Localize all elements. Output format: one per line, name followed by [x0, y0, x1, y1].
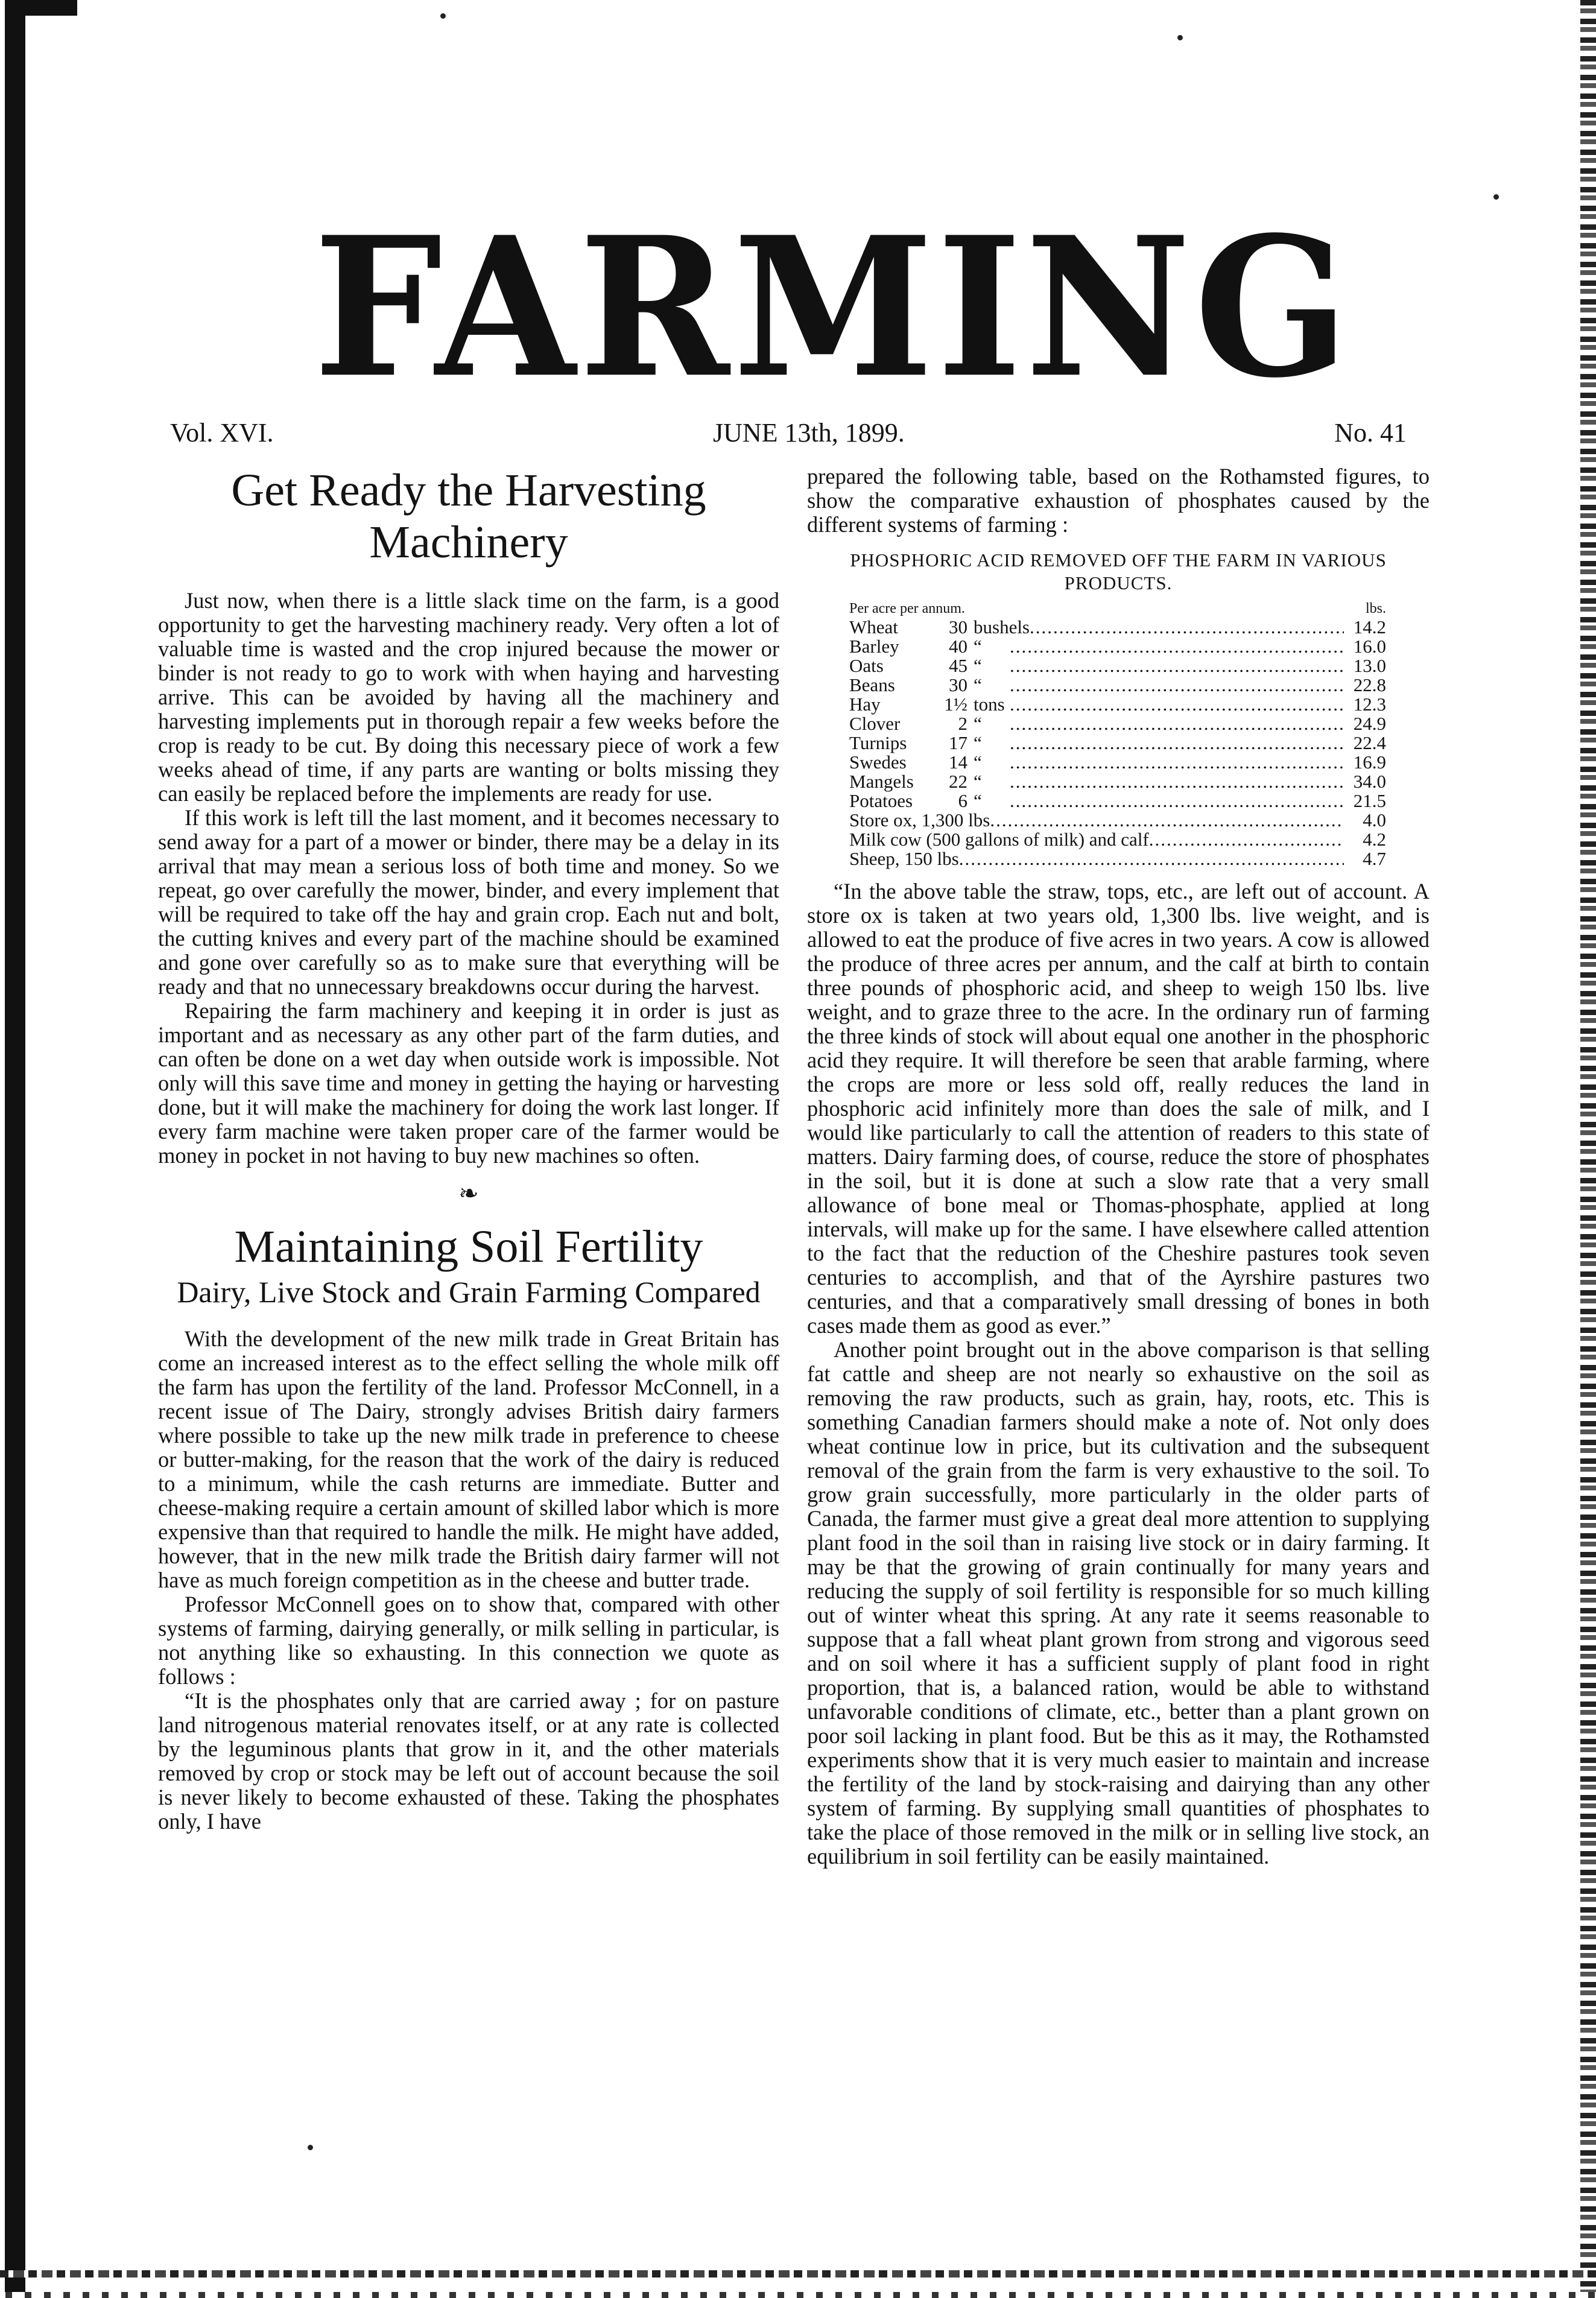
- scan-speck: [440, 13, 446, 19]
- leader-dots: [1030, 618, 1344, 637]
- scan-speck: [308, 2145, 313, 2150]
- phosphoric-acid-value: 4.0: [1363, 809, 1386, 831]
- scan-right-edge: [1580, 0, 1596, 2298]
- scan-bottom-edge: [0, 2270, 1596, 2277]
- crop-unit: “: [974, 713, 982, 734]
- volume-label: Vol. XVI.: [170, 418, 274, 448]
- crop-quantity: 30: [949, 616, 967, 638]
- leader-dots: [1010, 753, 1344, 772]
- issue-number: No. 41: [1334, 418, 1407, 448]
- leader-dots: [1010, 772, 1344, 791]
- crop-unit: tons: [974, 694, 1005, 715]
- crop-name: Swedes: [849, 752, 907, 773]
- table-row: [849, 656, 1386, 676]
- table-row: [849, 849, 1386, 869]
- masthead-title: FARMING: [314, 194, 1353, 420]
- livestock-label: Store ox, 1,300 lbs: [849, 809, 990, 831]
- table-row: [849, 791, 1386, 811]
- table-header: [849, 600, 1386, 618]
- phosphoric-acid-value: 16.0: [1353, 636, 1386, 657]
- crop-quantity: 1½: [944, 694, 967, 715]
- table-row: [849, 733, 1386, 753]
- crop-quantity: 22: [949, 771, 967, 792]
- scan-speck: [1493, 194, 1499, 200]
- crop-unit: “: [974, 655, 982, 676]
- phosphoric-acid-value: 13.0: [1353, 655, 1386, 676]
- article-paragraph: prepared the following table, based on the Rothamsted figures, to show the comparative exhaustion of phosphates caused by the different systems of farming :: [807, 464, 1430, 537]
- crop-quantity: 30: [949, 674, 967, 695]
- table-row: [849, 676, 1386, 695]
- crop-quantity: 45: [949, 655, 967, 676]
- crop-unit: “: [974, 771, 982, 792]
- scan-speck: [1177, 35, 1183, 40]
- crop-name: Turnips: [849, 732, 907, 753]
- issue-date: JUNE 13th, 1899.: [713, 418, 905, 448]
- crop-name: Hay: [849, 694, 881, 715]
- crop-quantity: 6: [958, 790, 967, 811]
- leader-dots: [1010, 637, 1344, 656]
- table-row: [849, 695, 1386, 714]
- crop-quantity: 2: [958, 713, 967, 734]
- crop-unit: bushels: [974, 616, 1030, 638]
- crop-unit: “: [974, 636, 982, 657]
- crop-unit: “: [974, 732, 982, 753]
- crop-name: Wheat: [849, 616, 898, 638]
- livestock-label: Milk cow (500 gallons of milk) and calf: [849, 829, 1149, 850]
- crop-quantity: 14: [949, 752, 967, 773]
- leader-dots: [1010, 733, 1344, 753]
- article-paragraph: With the development of the new milk trade in Great Britain has come an increased interest as to the effect selling the whole milk off the farm has upon the fertility of the land. Professor McConnell, in a recent issue of The Dairy, strongly advises British dairy farmers where possible to take up the new milk trade in preference to cheese or butter-making, for the reason that the work of the dairy is reduced to a minimum, while the cash returns are immediate. Butter and cheese-making require a certain amount of skilled labor which is more expensive than that required to handle the milk. He might have added, however, that in the new milk trade the British dairy farmer will not have as much foreign competition as in the cheese and butter trade.: [158, 1326, 779, 1592]
- phosphoric-acid-value: 14.2: [1353, 616, 1386, 638]
- table-row: [849, 772, 1386, 791]
- scan-bottom-edge-lower: [0, 2292, 1596, 2298]
- phosphoric-acid-value: 22.4: [1353, 732, 1386, 753]
- phosphoric-acid-value: 12.3: [1353, 694, 1386, 715]
- crop-unit: “: [974, 790, 982, 811]
- article-paragraph: If this work is left till the last moment, and it becomes necessary to send away for a part of a mower or binder, there may be a delay in its arrival that may mean a serious loss of both time and money. So we repeat, go over carefully the mower, binder, and every implement that will be required to take off the hay and grain crop. Each nut and bolt, the cutting knives and every part of the machine should be examined and gone over carefully so as to make sure that everything will be ready and that no unnecessary breakdowns occur during the harvest.: [158, 805, 779, 999]
- article-subtitle: Dairy, Live Stock and Grain Farming Compared: [177, 1275, 761, 1309]
- leader-dots: [1010, 656, 1344, 676]
- table-body: [849, 618, 1386, 869]
- leader-dots: [1010, 714, 1344, 733]
- table-row: [849, 637, 1386, 656]
- crop-name: Beans: [849, 674, 895, 695]
- dateline: [170, 415, 1407, 451]
- left-column: [158, 464, 779, 1834]
- leader-dots: [1010, 695, 1344, 714]
- article-paragraph: “It is the phosphates only that are carried away ; for on pasture land nitrogenous material renovates itself, or at any rate is collected by the leguminous plants that grow in it, and the other materials removed by crop or stock may be left out of account because the soil is never likely to become exhausted of these. Taking the phosphates only, I have: [158, 1688, 779, 1834]
- crop-quantity: 40: [949, 636, 967, 657]
- table-col-right: lbs.: [1365, 601, 1386, 616]
- crop-unit: “: [974, 674, 982, 695]
- crop-name: Barley: [849, 636, 899, 657]
- crop-name: Potatoes: [849, 790, 913, 811]
- leader-dots: [1149, 830, 1344, 849]
- crop-name: Clover: [849, 713, 901, 734]
- livestock-label: Sheep, 150 lbs: [849, 848, 959, 869]
- scan-binding-edge: [5, 0, 25, 2298]
- leader-dots: [1010, 676, 1344, 695]
- phosphoric-acid-value: 24.9: [1353, 713, 1386, 734]
- phosphoric-acid-value: 4.2: [1363, 829, 1386, 850]
- table-row: [849, 618, 1386, 637]
- phosphoric-acid-value: 22.8: [1353, 674, 1386, 695]
- table-row: [849, 811, 1386, 830]
- article-paragraph: Repairing the farm machinery and keeping it in order is just as important and as necessary as any other part of the farm duties, and can often be done on a wet day when outside work is impossible. Not only will this save time and money in getting the haying or harvesting done, but it will make the machinery for doing the work last longer. If every farm machine were taken proper care of the farmer would be money in pocket in not having to buy new machines so often.: [158, 998, 779, 1168]
- crop-name: Oats: [849, 655, 884, 676]
- phosphoric-acid-value: 34.0: [1353, 771, 1386, 792]
- ornament-divider: ❧: [458, 1180, 479, 1207]
- right-column: [807, 464, 1430, 1869]
- phosphoric-acid-value: 21.5: [1353, 790, 1386, 811]
- crop-unit: “: [974, 752, 982, 773]
- article-paragraph: Just now, when there is a little slack time on the farm, is a good opportunity to get the harvesting machinery ready. Very often a lot of valuable time is wasted and the crop injured because the mower or binder is not ready to go to work with when haying and harvesting arrive. This can be avoided by having all the machinery and harvesting implements put in thorough repair a few weeks before the crop is ready to be cut. By doing this necessary piece of work a few weeks ahead of time, if any parts are wanting or bolts missing they can easily be replaced before the implements are ready for use.: [158, 588, 779, 806]
- table-row: [849, 714, 1386, 733]
- phosphoric-acid-value: 4.7: [1363, 848, 1386, 869]
- article-paragraph: Another point brought out in the above comparison is that selling fat cattle and sheep are not nearly so exhaustive on the soil as removing the raw products, such as grain, hay, roots, etc. This is something Canadian farmers should make a note of. Not only does wheat continue low in price, but its cultivation and the subsequent removal of the grain from the farm is very exhaustive to the soil. To grow grain successfully, more particularly in the older parts of Canada, the farmer must give a great deal more attention to supplying plant food in the soil than in raising live stock or in dairy farming. It may be that the growing of grain continually for many years and reducing the supply of soil fertility is responsible for so much killing out of winter wheat this spring. At any rate it seems reasonable to suppose that a fall wheat plant grown from strong and vigorous seed and on soil where it has a sufficient supply of plant food in right proportion, that is, a balanced ration, would be able to withstand unfavorable conditions of climate, etc., better than a plant grown on poor soil lacking in plant food. But be this as it may, the Rothamsted experiments show that it is very much easier to maintain and increase the fertility of the land by stock-raising and dairying than any other system of farming. By supplying small quantities of phosphates to take the place of those removed in the milk or in selling live stock, an equilibrium in soil fertility can be easily maintained.: [807, 1337, 1430, 1869]
- article-title: Maintaining Soil Fertility: [234, 1221, 703, 1272]
- leader-dots: [1010, 791, 1344, 811]
- phosphoric-acid-table: [849, 600, 1386, 869]
- article-title: Get Ready the Harvesting Machinery: [231, 465, 706, 568]
- article-paragraph: Professor McConnell goes on to show that, compared with other systems of farming, dairying generally, or milk selling in particular, is not anything like so exhausting. In this connection we quote as follows :: [158, 1592, 779, 1689]
- table-row: [849, 830, 1386, 849]
- phosphoric-acid-value: 16.9: [1353, 752, 1386, 773]
- table-heading: PHOSPHORIC ACID REMOVED OFF THE FARM IN VARIOUS PRODUCTS.: [850, 549, 1387, 593]
- table-col-left: Per acre per annum.: [849, 601, 965, 616]
- leader-dots: [959, 849, 1344, 869]
- leader-dots: [990, 811, 1344, 830]
- scan-binding-cap: [5, 0, 77, 16]
- article-paragraph: “In the above table the straw, tops, etc., are left out of account. A store ox is taken at two years old, 1,300 lbs. live weight, and is allowed to eat the produce of five acres in two years. A cow is allowed the produce of three acres per annum, and the calf at birth to contain three pounds of phosphoric acid, and sheep to weigh 150 lbs. live weight, and to graze three to the acre. In the ordinary run of farming the three kinds of stock will about equal one another in the phosphoric acid they require. It will therefore be seen that arable farming, where the crops are more or less sold off, really reduces the land in phosphoric acid infinitely more than does the sale of milk, and I would like particularly to call the attention of readers to this state of matters. Dairy farming does, of course, reduce the store of phosphates in the soil, but it is done at such a slow rate that a very small allowance of bone meal or Thomas-phosphate, applied at long intervals, will make up for the same. I have elsewhere called attention to the fact that the reduction of the Cheshire pastures took seven centuries to accomplish, and that of the Ayrshire pastures two centuries, and that a comparatively small dressing of bones in both cases made them as good as ever.”: [807, 879, 1430, 1338]
- crop-quantity: 17: [949, 732, 967, 753]
- crop-name: Mangels: [849, 771, 914, 792]
- table-row: [849, 753, 1386, 772]
